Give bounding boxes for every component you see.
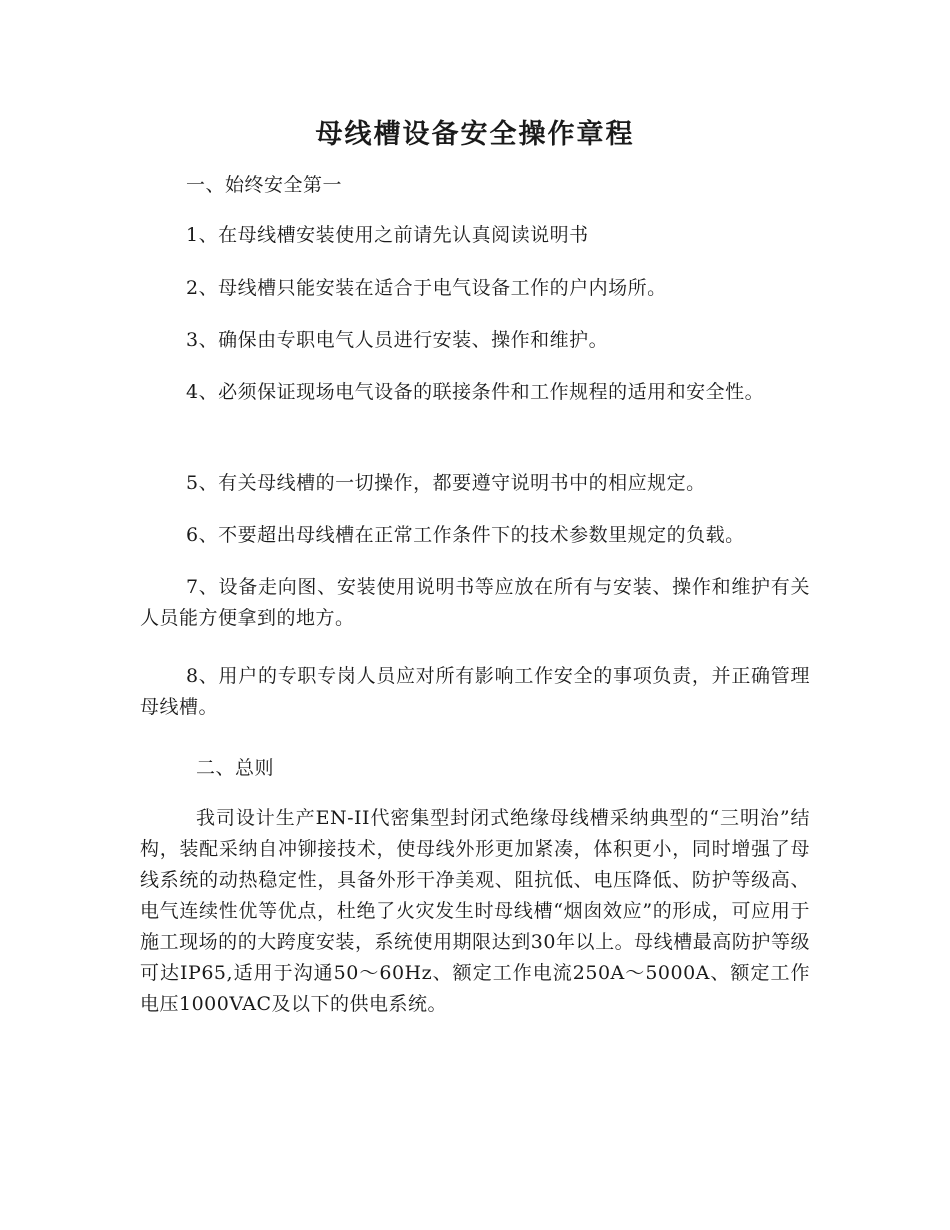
section2-heading: 二、总则 — [196, 757, 275, 779]
list-item: 4、必须保证现场电气设备的联接条件和工作规程的适用和安全性。 — [186, 381, 765, 403]
section2-body: 我司设计生产EN-II代密集型封闭式绝缘母线槽采纳典型的“三明治”结构，装配采纳自冲铆接技术，使母线外形更加紧凑，体积更小，同时增强了母线系统的动热稳定性，具备外形干净美观、阻抗低、电压降低、防护等级高、电气连续性优等优点，杜绝了火灾发生时母线槽“烟囱效应”的形成，可应用于施工现场的的大跨度安装，系统使用期限达到30年以上。母线槽最高防护等级可达IP65,适用于沟通50～60Hz、额定工作电流250A～5000A、额定工作电压1000VAC及以下的供电系统。 — [140, 807, 810, 1015]
list-item: 7、设备走向图、安装使用说明书等应放在所有与安装、操作和维护有关人员能方便拿到的地方。 — [140, 576, 810, 629]
list-item: 3、确保由专职电气人员进行安装、操作和维护。 — [186, 329, 609, 351]
list-item: 6、不要超出母线槽在正常工作条件下的技术参数里规定的负载。 — [186, 524, 745, 546]
list-item: 5、有关母线槽的一切操作，都要遵守说明书中的相应规定。 — [186, 472, 706, 494]
document-title: 母线槽设备安全操作章程 — [315, 119, 635, 150]
list-item: 2、母线槽只能安装在适合于电气设备工作的户内场所。 — [186, 277, 667, 299]
list-item: 1、在母线槽安装使用之前请先认真阅读说明书 — [186, 224, 589, 246]
section1-heading: 一、始终安全第一 — [186, 174, 343, 196]
list-item: 8、用户的专职专岗人员应对所有影响工作安全的事项负责，并正确管理母线槽。 — [140, 665, 810, 718]
